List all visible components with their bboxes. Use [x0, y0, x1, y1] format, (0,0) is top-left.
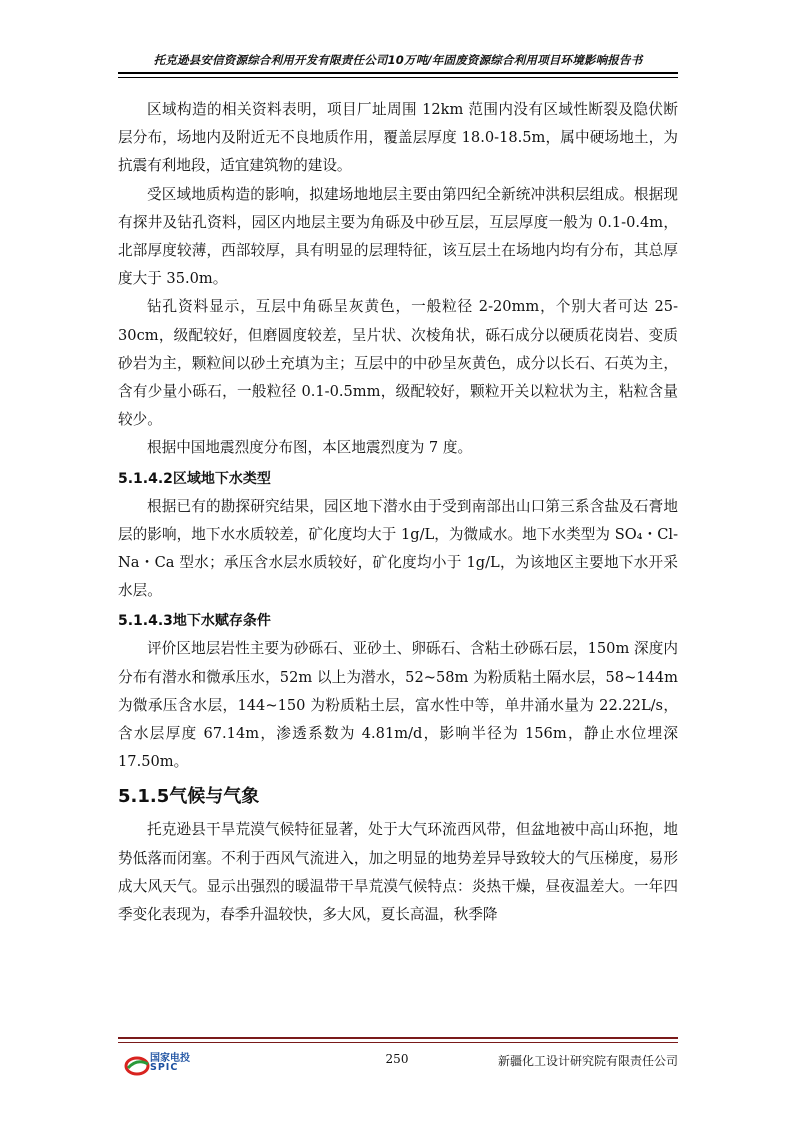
- paragraph-strata: 受区域地质构造的影响，拟建场地地层主要由第四纪全新统冲洪积层组成。根据现有探井及钻孔资料，园区内地层主要为角砾及中砂互层，互层厚度一般为 0.1-0.4m，北部厚度较薄，西部较厚，具有明显的层理特征，该互层土在场地内均有分布，其总厚度大于 35.0m。: [118, 185, 678, 288]
- heading-5-1-4-2: 5.1.4.2区域地下水类型: [118, 470, 271, 487]
- heading-5-1-5: 5.1.5气候与气象: [118, 786, 260, 808]
- header-rule-thick: [118, 72, 678, 74]
- header-rule-thin: [118, 77, 678, 78]
- paragraph-seismic: 根据中国地震烈度分布图，本区地震烈度为 7 度。: [147, 439, 473, 457]
- paragraph-groundwater-type: 根据已有的勘探研究结果，园区地下潜水由于受到南部出山口第三系含盐及石膏地层的影响，地下水水质较差，矿化度均大于 1g/L，为微咸水。地下水类型为 SO₄・Cl-Na・Ca 型水；承压含水层水质较好，矿化度均小于 1g/L，为该地区主要地下水开采水层。: [118, 497, 678, 600]
- heading-5-1-4-3: 5.1.4.3地下水赋存条件: [118, 613, 271, 630]
- footer-rule-thick: [118, 1037, 678, 1039]
- paragraph-climate: 托克逊县干旱荒漠气候特征显著，处于大气环流西风带，但盆地被中高山环抱，地势低落而闭塞。不利于西风气流进入，加之明显的地势差异导致较大的气压梯度，易形成大风天气。显示出强烈的暖温带干旱荒漠气候特点：炎热干燥，昼夜温差大。一年四季变化表现为，春季升温较快，多大风，夏长高温，秋季降: [118, 821, 678, 924]
- logo-text-en: SPIC: [150, 1062, 179, 1073]
- footer-company: 新疆化工设计研究院有限责任公司: [497, 1054, 678, 1068]
- page-number: 250: [385, 1052, 409, 1066]
- paragraph-groundwater-occurrence: 评价区地层岩性主要为砂砾石、亚砂土、卵砾石、含粘土砂砾石层，150m 深度内分布有潜水和微承压水，52m 以上为潜水，52~58m 为粉质粘土隔水层，58~144m 为微承压含水层，144~150 为粉质粘土层，富水性中等，单井涌水量为 22.22L/s，含水层厚度 67.14m，渗透系数为 4.81m/d，影响半径为 156m，静止水位埋深 17.50m。: [118, 640, 678, 771]
- footer-rule-thin: [118, 1042, 678, 1043]
- running-header: 托克逊县安信资源综合利用开发有限责任公司10万吨/年固废资源综合利用项目环境影响报告书: [153, 53, 643, 67]
- paragraph-tectonics: 区域构造的相关资料表明，项目厂址周围 12km 范围内没有区域性断裂及隐伏断层分布，场地内及附近无不良地质作用，覆盖层厚度 18.0-18.5m，属中硬场地土，为抗震有利地段，适宜建筑物的建设。: [118, 101, 678, 175]
- logo-text-cn: 国家电投: [150, 1053, 190, 1064]
- paragraph-borehole: 钻孔资料显示，互层中角砾呈灰黄色，一般粒径 2-20mm，个别大者可达 25-30cm，级配较好，但磨圆度较差，呈片状、次棱角状，砾石成分以硬质花岗岩、变质砂岩为主，颗粒间以砂土充填为主；互层中的中砂呈灰黄色，成分以长石、石英为主，含有少量小砾石，一般粒径 0.1-0.5mm，级配较好，颗粒开关以粒状为主，粘粒含量较少。: [118, 298, 678, 429]
- page-body: [118, 92, 678, 929]
